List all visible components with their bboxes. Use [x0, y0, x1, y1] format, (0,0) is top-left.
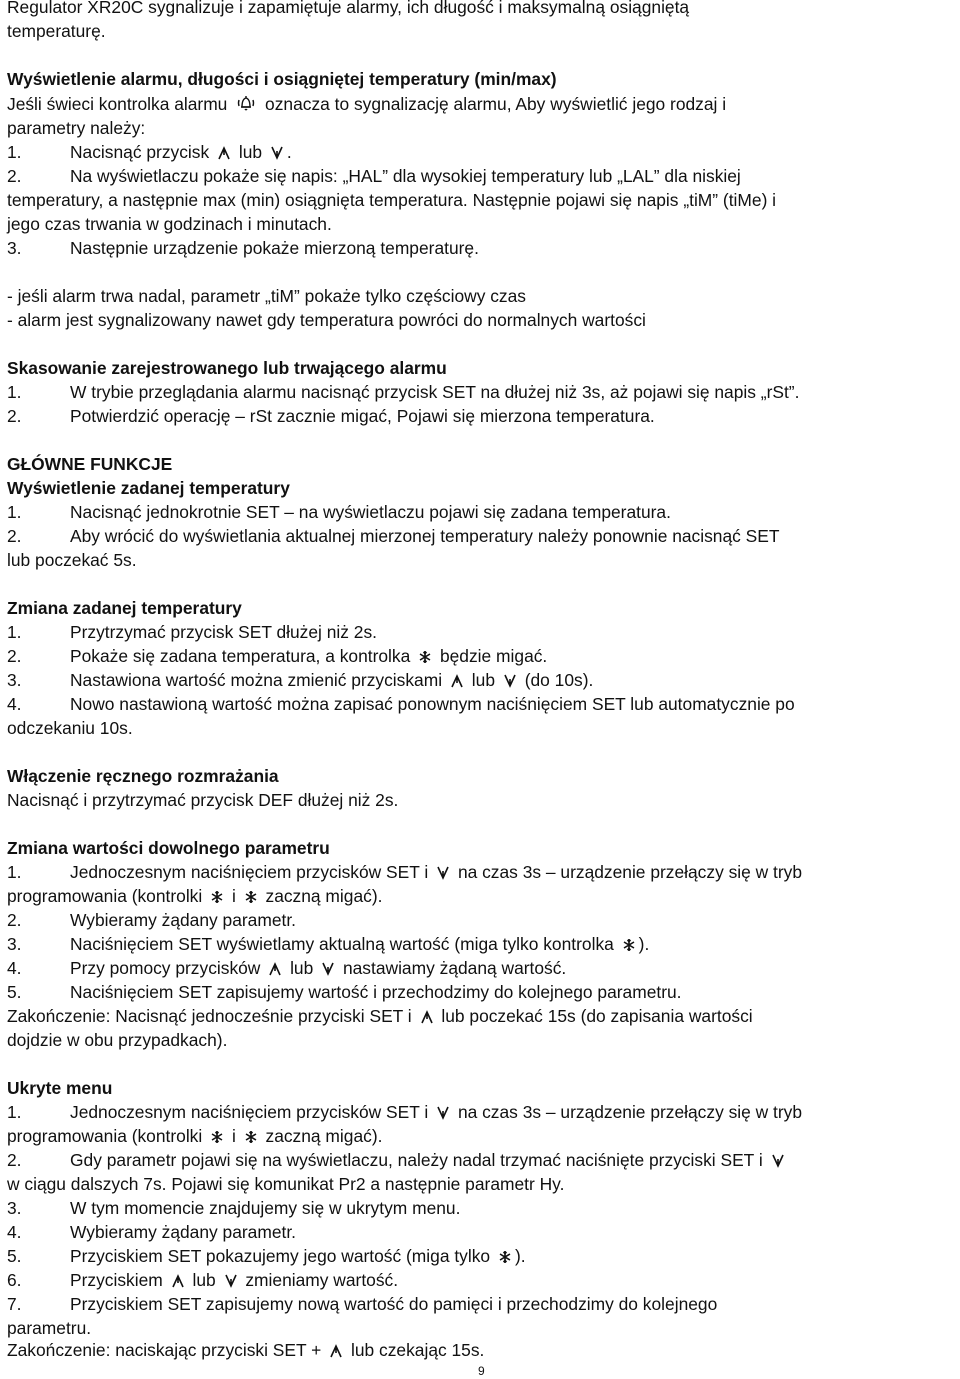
alarm-display-paragraph-cont: parametry należy:: [7, 118, 146, 138]
snowflake-icon: [210, 890, 224, 904]
list-item: 3. Nastawiona wartość można zmienić przyciskami lub (do 10s).: [7, 670, 594, 690]
down-arrow-icon: [503, 674, 517, 688]
alarm-reset-heading: Skasowanie zarejestrowanego lub trwającego alarmu: [7, 358, 447, 378]
list-item: 4. Wybieramy żądany parametr.: [7, 1222, 297, 1242]
alarm-bell-icon: [236, 93, 256, 113]
list-item: 2. Aby wrócić do wyświetlania aktualnej mierzonej temperatury należy ponownie nacisnąć SET: [7, 526, 780, 546]
conclusion-line-cont: dojdzie w obu przypadkach).: [7, 1030, 228, 1050]
list-item: 1. W trybie przeglądania alarmu nacisnąć przycisk SET na dłużej niż 3s, aż pojawi się napis „rSt”.: [7, 382, 800, 402]
down-arrow-icon: [224, 1274, 238, 1288]
up-arrow-icon: [217, 146, 231, 160]
list-item: 2. Wybieramy żądany parametr.: [7, 910, 297, 930]
defrost-heading: Włączenie ręcznego rozmrażania: [7, 766, 279, 786]
main-functions-heading: GŁÓWNE FUNKCJE: [7, 454, 173, 474]
down-arrow-icon: [436, 866, 450, 880]
hidden-menu-heading: Ukryte menu: [7, 1078, 113, 1098]
list-item: 6. Przyciskiem lub zmieniamy wartość.: [7, 1270, 399, 1290]
snowflake-icon: [418, 650, 432, 664]
page-number: 9: [478, 1364, 485, 1378]
list-item-cont: parametru.: [7, 1318, 92, 1338]
conclusion-line: Zakończenie: Nacisnąć jednocześnie przyciski SET i lub poczekać 15s (do zapisania wartości: [7, 1006, 753, 1026]
intro-line-2: temperaturę.: [7, 21, 106, 41]
list-item: 4. Nowo nastawioną wartość można zapisać ponownym naciśnięciem SET lub automatycznie po: [7, 694, 795, 714]
snowflake-icon: [622, 938, 636, 952]
up-arrow-icon: [268, 962, 282, 976]
intro-line-1: Regulator XR20C sygnalizuje i zapamiętuje alarmy, ich długość i maksymalną osiągniętą: [7, 0, 690, 17]
list-item: 5. Naciśnięciem SET zapisujemy wartość i przechodzimy do kolejnego parametru.: [7, 982, 682, 1002]
list-item: 3. W tym momencie znajdujemy się w ukrytym menu.: [7, 1198, 461, 1218]
down-arrow-icon: [321, 962, 335, 976]
snowflake-icon: [210, 1130, 224, 1144]
list-item-cont: odczekaniu 10s.: [7, 718, 133, 738]
list-item: 5. Przyciskiem SET pokazujemy jego wartość (miga tylko ).: [7, 1246, 526, 1266]
list-item: 2. Pokaże się zadana temperatura, a kontrolka będzie migać.: [7, 646, 548, 666]
list-item: 1. Jednoczesnym naciśnięciem przycisków SET i na czas 3s – urządzenie przełączy się w tryb: [7, 1102, 803, 1122]
down-arrow-icon: [771, 1154, 785, 1168]
list-item: 4. Przy pomocy przycisków lub nastawiamy żądaną wartość.: [7, 958, 567, 978]
list-item-cont: temperatury, a następnie max (min) osiągnięta temperatura. Następnie pojawi się napis „tiM” (tiMe) i: [7, 190, 777, 210]
defrost-text: Nacisnąć i przytrzymać przycisk DEF dłużej niż 2s.: [7, 790, 399, 810]
alarm-display-paragraph: Jeśli świeci kontrolka alarmu oznacza to sygnalizację alarmu, Aby wyświetlić jego rodzaj i: [7, 94, 727, 114]
snowflake-icon: [244, 890, 258, 904]
snowflake-icon: [498, 1250, 512, 1264]
conclusion-line: Zakończenie: naciskając przyciski SET + lub czekając 15s.: [7, 1340, 485, 1360]
down-arrow-icon: [436, 1106, 450, 1120]
up-arrow-icon: [171, 1274, 185, 1288]
snowflake-icon: [244, 1130, 258, 1144]
alarm-display-heading: Wyświetlenie alarmu, długości i osiągniętej temperatury (min/max): [7, 69, 557, 89]
list-item: 1. Jednoczesnym naciśnięciem przycisków SET i na czas 3s – urządzenie przełączy się w tryb: [7, 862, 803, 882]
list-item-cont: programowania (kontrolki i zaczną migać).: [7, 1126, 383, 1146]
list-item: 7. Przyciskiem SET zapisujemy nową wartość do pamięci i przechodzimy do kolejnego: [7, 1294, 718, 1314]
note-line: - jeśli alarm trwa nadal, parametr „tiM” pokaże tylko częściowy czas: [7, 286, 526, 306]
list-item-cont: w ciągu dalszych 7s. Pojawi się komunikat Pr2 a następnie parametr Hy.: [7, 1174, 565, 1194]
up-arrow-icon: [450, 674, 464, 688]
list-item-cont: jego czas trwania w godzinach i minutach.: [7, 214, 332, 234]
list-item: 2. Na wyświetlaczu pokaże się napis: „HAL” dla wysokiej temperatury lub „LAL” dla niskiej: [7, 166, 741, 186]
list-item-cont: lub poczekać 5s.: [7, 550, 137, 570]
list-item: 2. Gdy parametr pojawi się na wyświetlaczu, należy nadal trzymać naciśnięte przyciski SET i: [7, 1149, 788, 1171]
set-display-heading: Wyświetlenie zadanej temperatury: [7, 478, 290, 498]
down-arrow-icon: [270, 146, 284, 160]
list-item: 3. Naciśnięciem SET wyświetlamy aktualną wartość (miga tylko kontrolka ).: [7, 934, 650, 954]
set-change-heading: Zmiana zadanej temperatury: [7, 598, 242, 618]
up-arrow-icon: [329, 1344, 343, 1358]
list-item: 1. Nacisnąć przycisk lub .: [7, 142, 292, 162]
list-item: 1. Przytrzymać przycisk SET dłużej niż 2s.: [7, 622, 377, 642]
list-item: 3. Następnie urządzenie pokaże mierzoną temperaturę.: [7, 238, 479, 258]
list-item: 1. Nacisnąć jednokrotnie SET – na wyświetlaczu pojawi się zadana temperatura.: [7, 502, 671, 522]
param-change-heading: Zmiana wartości dowolnego parametru: [7, 838, 330, 858]
list-item-cont: programowania (kontrolki i zaczną migać).: [7, 886, 383, 906]
up-arrow-icon: [420, 1010, 434, 1024]
list-item: 2. Potwierdzić operację – rSt zacznie migać, Pojawi się mierzona temperatura.: [7, 406, 655, 426]
note-line: - alarm jest sygnalizowany nawet gdy temperatura powróci do normalnych wartości: [7, 310, 646, 330]
